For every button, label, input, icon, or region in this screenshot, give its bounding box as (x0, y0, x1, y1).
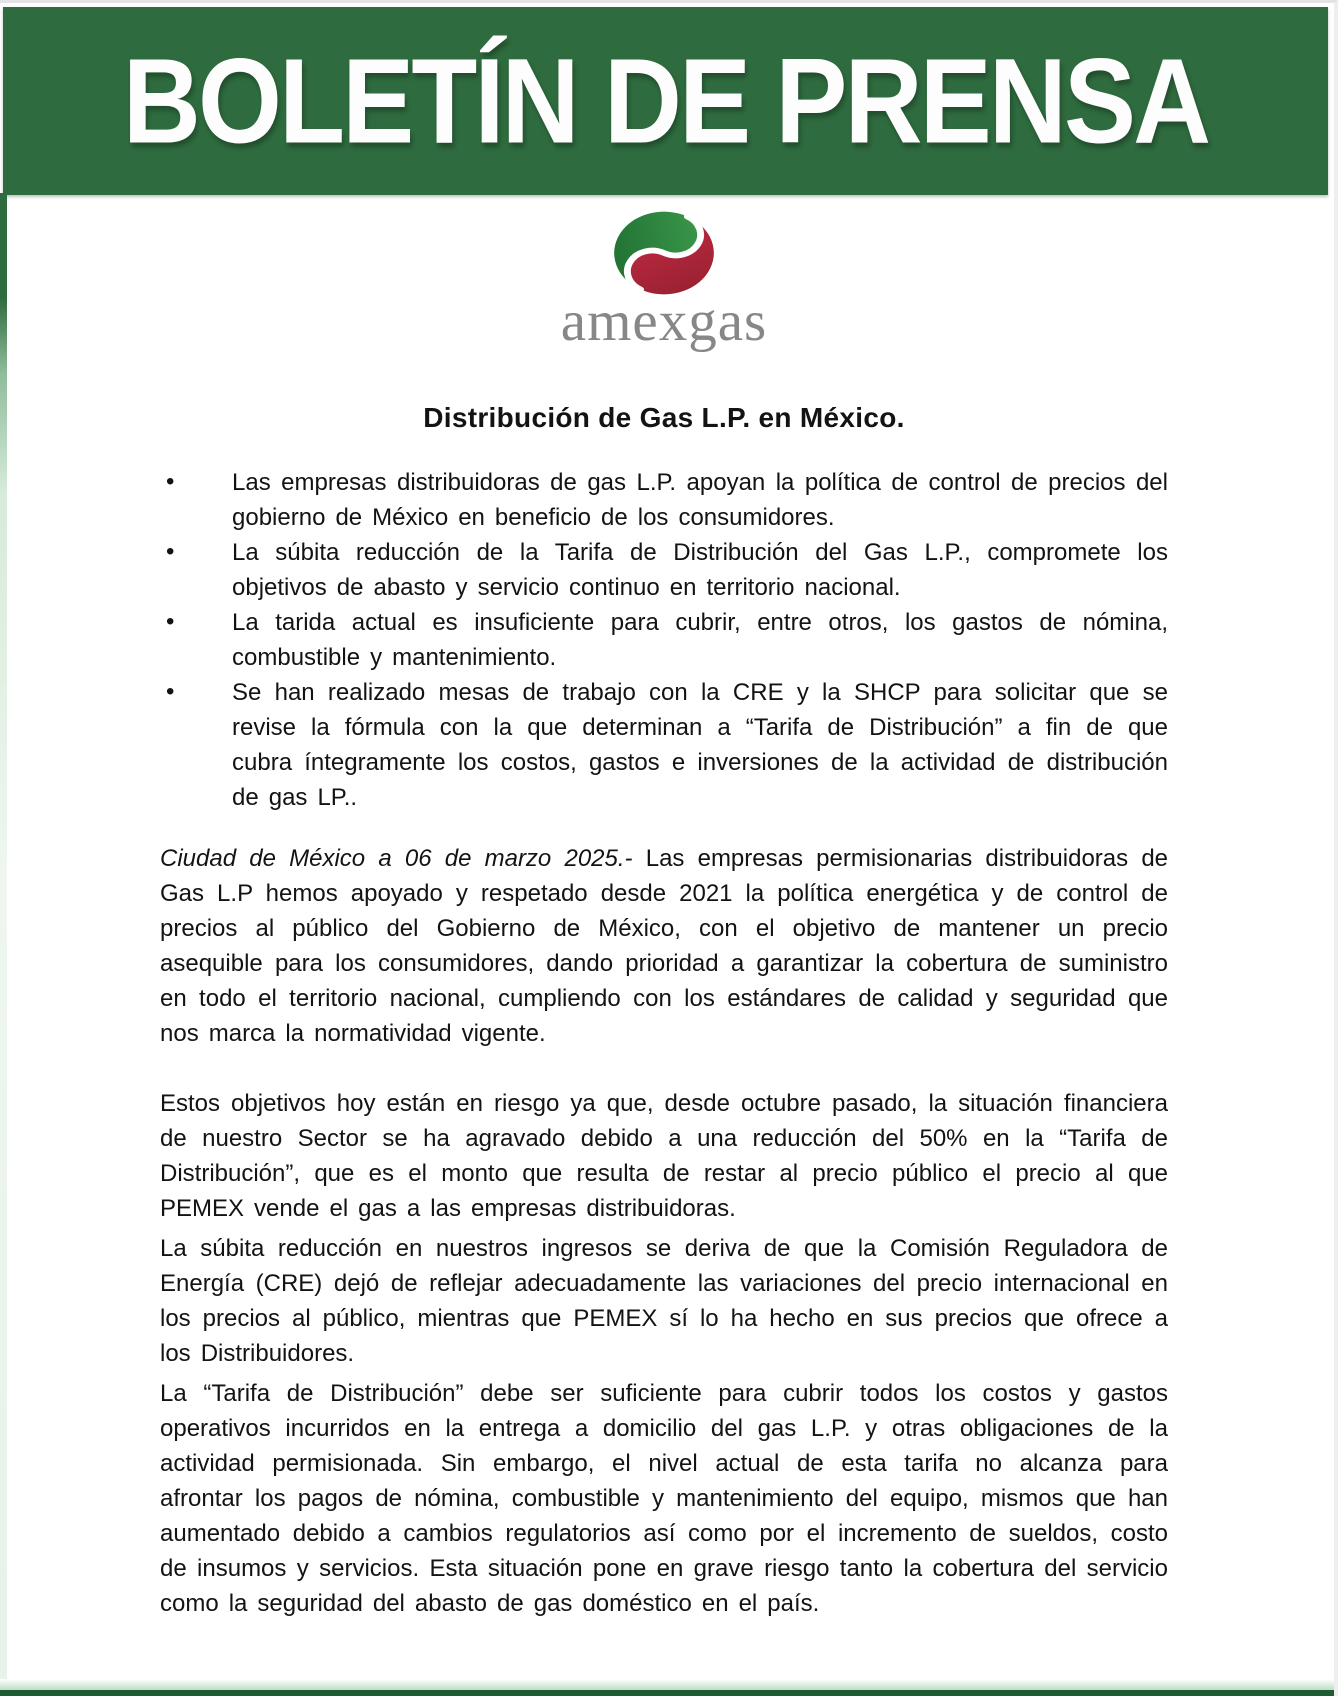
page-left-edge-shading (0, 193, 7, 1696)
page-bottom-edge (0, 1679, 1334, 1696)
banner (3, 7, 1328, 195)
document-title: Distribución de Gas L.P. en México. (423, 402, 905, 433)
bullet-marker: • (166, 678, 175, 705)
amexgas-swirl-icon (611, 209, 717, 297)
dateline: Ciudad de México a 06 de marzo 2025.- (160, 845, 633, 872)
bullet-marker: • (166, 538, 175, 565)
bullet-marker: • (166, 468, 175, 495)
paragraph: La “Tarifa de Distribución” debe ser suficiente para cubrir todos los costos y gastos operativos incurridos en la entrega a domicilio del gas L.P. y otras obligaciones de la actividad permisionada. Sin embargo, el nivel actual de esta tarifa no alcanza para afrontar los pagos de nómina, combustible y mantenimiento del equipo, mismos que han aumentado debido a cambios regulatorios así como por el incremento de sueldos, costo de insumos y servicios. Esta situación pone en grave riesgo tanto la cobertura del servicio como la seguridad del abasto de gas doméstico en el país. (160, 1380, 1168, 1617)
paragraph: La súbita reducción en nuestros ingresos se deriva de que la Comisión Reguladora de Energía (CRE) dejó de reflejar adecuadamente las variaciones del precio internacional en los precios al público, mientras que PEMEX sí lo ha hecho en sus precios que ofrece a los Distribuidores. (160, 1235, 1168, 1367)
bullet-item (160, 465, 1168, 535)
bottom-fade (0, 1679, 1334, 1690)
bullet-item (160, 605, 1168, 675)
amexgas-logo (160, 209, 1168, 353)
banner-title: BOLETÍN DE PRENSA (122, 33, 1209, 169)
paragraph-dateline (160, 841, 1168, 1051)
bullet-text: La tarida actual es insuficiente para cubrir, entre otros, los gastos de nómina, combustible y mantenimiento. (232, 609, 1168, 671)
bullet-item (160, 535, 1168, 605)
paragraph-text: Las empresas permisionarias distribuidoras de Gas L.P hemos apoyado y respetado desde 2021 la política energética y de control de precios al público del Gobierno de México, con el objetivo de mantener un precio asequible para los consumidores, dando prioridad a garantizar la cobertura de suministro en todo el territorio nacional, cumpliendo con los estándares de calidad y seguridad que nos marca la normatividad vigente. (160, 845, 1169, 1047)
bullet-text: La súbita reducción de la Tarifa de Distribución del Gas L.P., compromete los objetivos de abasto y servicio continuo en territorio nacional. (232, 539, 1168, 601)
bullet-marker: • (166, 608, 175, 635)
paragraph: Estos objetivos hoy están en riesgo ya que, desde octubre pasado, la situación financiera de nuestro Sector se ha agravado debido a una reducción del 50% en la “Tarifa de Distribución”, que es el monto que resulta de restar al precio público el precio al que PEMEX vende el gas a las empresas distribuidoras. (160, 1090, 1168, 1222)
amexgas-wordmark: amexgas (560, 290, 768, 353)
bullet-text: Se han realizado mesas de trabajo con la CRE y la SHCP para solicitar que se revise la fórmula con la que determinan a “Tarifa de Distribución” a fin de que cubra íntegramente los costos, gastos e inversiones de la actividad de distribución de gas LP.. (232, 679, 1168, 811)
bullet-list (160, 465, 1168, 815)
bullet-text: Las empresas distribuidoras de gas L.P. apoyan la política de control de precios del gobierno de México en beneficio de los consumidores. (232, 469, 1168, 531)
bullet-item (160, 675, 1168, 815)
bottom-green-bar (0, 1690, 1334, 1696)
